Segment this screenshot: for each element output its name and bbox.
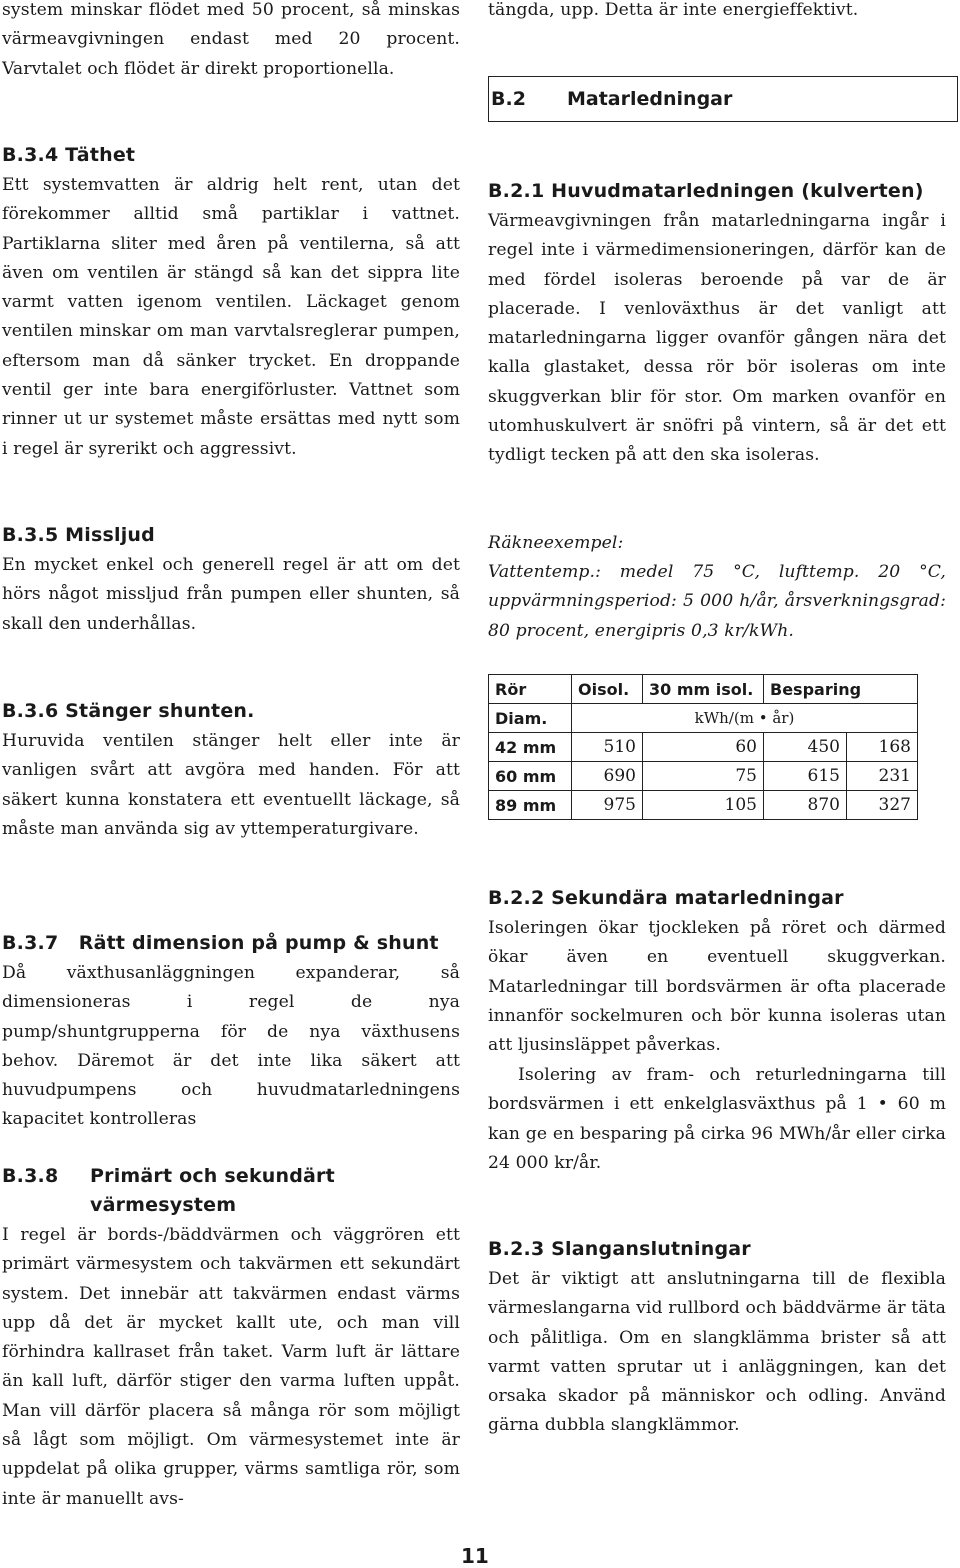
table-cell: 42 mm — [489, 733, 572, 762]
section-heading-b35: B.3.5 Missljud — [2, 524, 155, 546]
section-heading-b37: B.3.7 Rätt dimension på pump & shunt — [2, 932, 439, 954]
chapter-number: B.2 — [491, 88, 526, 110]
page-number: 11 — [461, 1544, 489, 1568]
section-heading-b22: B.2.2 Sekundära matarledningar — [488, 887, 844, 909]
table-cell: 615 — [764, 762, 847, 791]
table-header-cell: 30 mm isol. — [643, 675, 764, 704]
continued-line: tängda, upp. Detta är inte energieffektivt. — [488, 0, 859, 20]
section-heading-b38-number: B.3.8 — [2, 1165, 59, 1187]
table-cell: 60 — [643, 733, 764, 762]
section-text-b34: Ett systemvatten är aldrig helt rent, utan det förekommer alltid små partiklar i vattnet. Partiklarna sliter med åren på ventilerna, så att även om ventilen är stängd så kan det sippra lite varmt vatten igenom ventilen. Läckaget genom ventilen minskar om man varvtalsreglerar pumpen, eftersom man då sänker trycket. En droppande ventil ger inte bara energiförluster. Vattnet som rinner ut ur systemet måste ersättas med nytt som i regel är syrerikt och aggressivt. — [2, 175, 460, 459]
section-text-b22-part2: Isolering av fram- och returledningarna till bordsvärmen i ett enkelglasväxthus på 1 • 60 m kan ge en besparing på cirka 96 MWh/år eller cirka 24 000 kr/år. — [488, 1065, 946, 1173]
table-cell: 327 — [847, 791, 918, 820]
table-cell: 690 — [572, 762, 643, 791]
table-unit: kWh/(m • år) — [572, 704, 918, 733]
table-row — [489, 791, 918, 820]
section-text-b23: Det är viktigt att anslutningarna till de flexibla värmeslangarna vid rullbord och bäddvärme är täta och pålitliga. Om en slangklämma brister så att varmt vatten sprutar ut i anläggningen, kan det orsaka skador på människor och odling. Använd gärna dubbla slangklämmor. — [488, 1269, 946, 1436]
table-header-cell: Rör — [489, 675, 572, 704]
table-cell: 105 — [643, 791, 764, 820]
section-text-b35: En mycket enkel och generell regel är att om det hörs något missljud från pumpen eller shunten, så skall den underhållas. — [2, 555, 460, 634]
table-cell: 60 mm — [489, 762, 572, 791]
section-heading-b21: B.2.1 Huvudmatarledningen (kulverten) — [488, 180, 924, 202]
table-cell: 231 — [847, 762, 918, 791]
table-header-cell: Oisol. — [572, 675, 643, 704]
chapter-heading-box — [488, 76, 958, 122]
table-row — [489, 733, 918, 762]
table-header-row — [489, 675, 918, 704]
table-header-cell: Besparing — [764, 675, 918, 704]
table-cell: 975 — [572, 791, 643, 820]
intro-paragraph: system minskar flödet med 50 procent, så minskas värmeavgivningen endast med 20 procent. Varvtalet och flödet är direkt proportionella. — [2, 0, 460, 79]
table-cell: 450 — [764, 733, 847, 762]
section-heading-b38-line2: värmesystem — [90, 1194, 237, 1216]
table-cell: 89 mm — [489, 791, 572, 820]
section-text-b21: Värmeavgivningen från matarledningarna ingår i regel inte i värmedimensioneringen, därför kan de med fördel isoleras beroende på var de är placerade. I venloväxthus är det vanligt att matarledningarna ligger ovanför gången nära det kalla glastaket, dessa rör bör isoleras om inte skuggverkan blir för stor. Om marken ovanför en utomhuskulvert är snöfri på vintern, så är det ett tydligt tecken på att den ska isoleras. — [488, 211, 946, 466]
section-text-b37: Då växthusanläggningen expanderar, så dimensioneras i regel de nya pump/shuntgrupperna för de nya växthusens behov. Däremot är det inte lika säkert att huvudpumpens och huvudmatarledningens kapacitet kontrolleras — [2, 963, 460, 1130]
table-cell: 870 — [764, 791, 847, 820]
insulation-savings-table — [488, 674, 918, 820]
example-title: Räkneexempel: — [488, 533, 624, 553]
section-text-b38: I regel är bords-/bäddvärmen och väggrören ett primärt värmesystem och takvärmen ett sekundärt system. Det innebär att takvärmen endast värms upp då det är mycket kallt ute, och man vill förhindra kallraset från taket. Varm luft är lättare än kall luft, därför stiger den varma luften uppåt. Man vill därför placera så många rör som möjligt så lågt som möjligt. Om värmesystemet inte är uppdelat på olika grupper, värms samtliga rör, som inte är manuellt avs- — [2, 1225, 460, 1509]
section-heading-b34: B.3.4 Täthet — [2, 144, 136, 166]
example-text: Vattentemp.: medel 75 °C, lufttemp. 20 °C, uppvärmningsperiod: 5 000 h/år, årsverkningsgrad: 80 procent, energipris 0,3 kr/kWh. — [488, 562, 946, 641]
table-cell: 168 — [847, 733, 918, 762]
section-heading-b38-line1: Primärt och sekundärt — [90, 1165, 335, 1187]
table-unit-row — [489, 704, 918, 733]
table-cell: 510 — [572, 733, 643, 762]
table-cell: 75 — [643, 762, 764, 791]
table-row — [489, 762, 918, 791]
chapter-title: Matarledningar — [567, 88, 733, 110]
section-heading-b36: B.3.6 Stänger shunten. — [2, 700, 255, 722]
section-text-b36: Huruvida ventilen stänger helt eller inte är vanligen svårt att avgöra med handen. För att säkert kunna konstatera ett eventuellt läckage, så måste man använda sig av yttemperaturgivare. — [2, 731, 460, 839]
section-text-b22-part1: Isoleringen ökar tjockleken på röret och därmed ökar även en eventuell skuggverkan. Matarledningar till bordsvärmen är ofta placerade innanför sockelmuren och bör kunna isoleras utan att ljusinsläppet påverkas. — [488, 918, 946, 1056]
table-unit-label: Diam. — [489, 704, 572, 733]
section-heading-b23: B.2.3 Slanganslutningar — [488, 1238, 751, 1260]
